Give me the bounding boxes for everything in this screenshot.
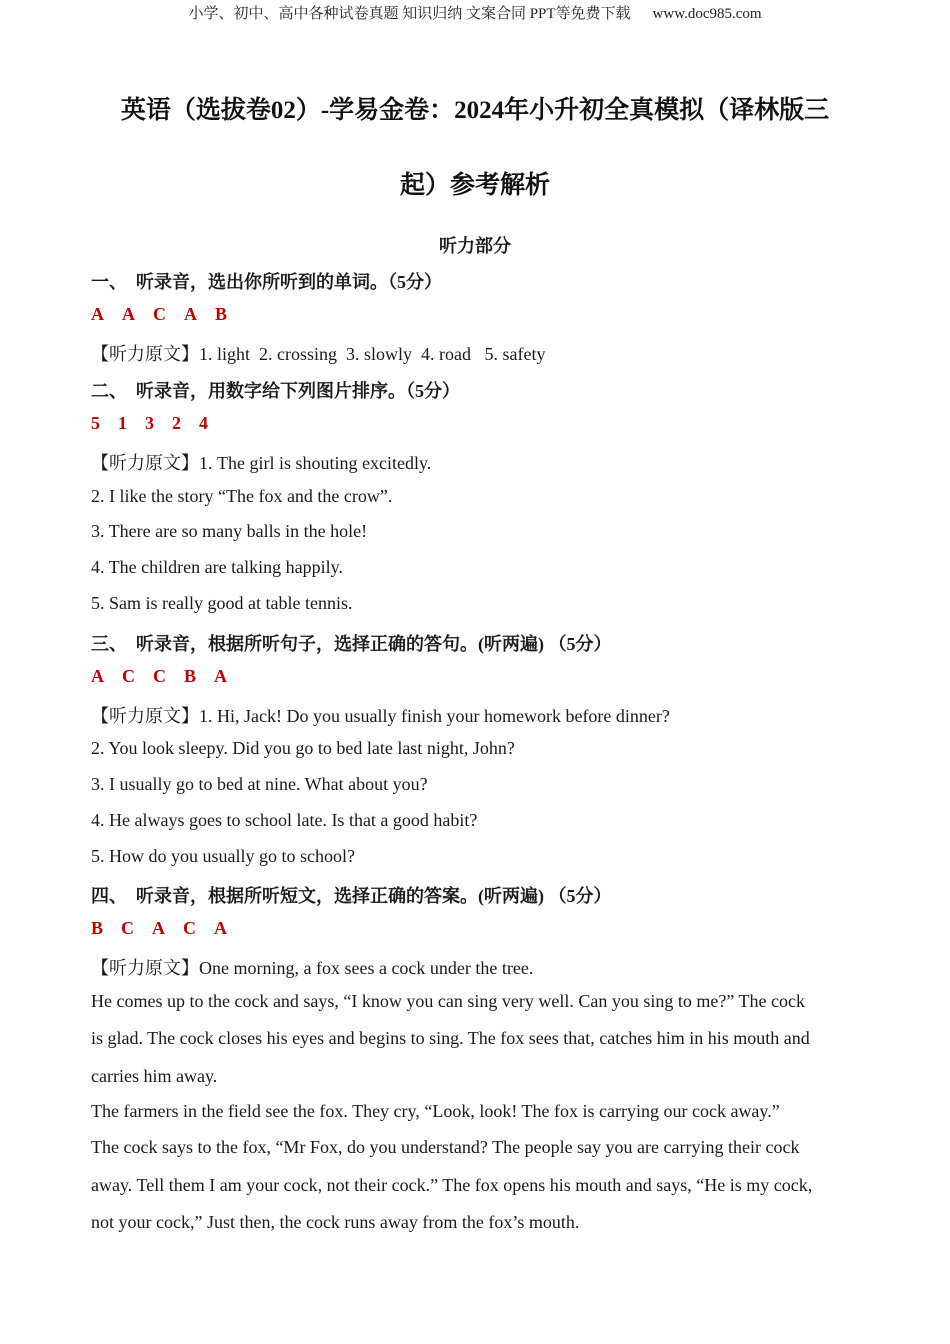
answer: A bbox=[91, 304, 104, 324]
script-text: 1. light 2. crossing 3. slowly 4. road 5. safety bbox=[199, 344, 546, 364]
q2-script-line: 4. The children are talking happily. bbox=[91, 557, 343, 577]
q4-heading: 四、 听录音，根据所听短文，选择正确的答案。(听两遍) （5分） bbox=[91, 886, 612, 906]
doc-title-line2: 起）参考解析 bbox=[399, 172, 550, 199]
q3-script-line bbox=[91, 702, 670, 728]
answer: A bbox=[214, 918, 228, 938]
answer: C bbox=[153, 666, 166, 686]
answer: 2 bbox=[172, 413, 181, 433]
page-header bbox=[0, 2, 950, 23]
header-text: 小学、初中、高中各种试卷真题 知识归纳 文案合同 PPT等免费下载 bbox=[188, 6, 631, 22]
header-site-link[interactable]: www.doc985.com bbox=[652, 6, 762, 22]
doc-title-line1: 英语（选拔卷02）-学易金卷：2024年小升初全真模拟（译林版三 bbox=[120, 97, 830, 124]
q4-script-line: He comes up to the cock and says, “I know you can sing very well. Can you sing to me?” The cock bbox=[91, 991, 805, 1011]
q4-script-line bbox=[91, 954, 533, 980]
answer: A bbox=[91, 666, 104, 686]
q4-script-line: carries him away. bbox=[91, 1066, 218, 1086]
q3-script-line: 4. He always goes to school late. Is that a good habit? bbox=[91, 810, 478, 830]
answer: C bbox=[122, 666, 135, 686]
script-text: 1. The girl is shouting excitedly. bbox=[199, 453, 432, 473]
q2-answers bbox=[91, 413, 226, 434]
script-label: 【听力原文】 bbox=[91, 453, 199, 473]
q1-heading: 一、 听录音，选出你所听到的单词。（5分） bbox=[91, 272, 442, 292]
answer: 1 bbox=[118, 413, 127, 433]
q2-script-line: 3. There are so many balls in the hole! bbox=[91, 521, 368, 541]
q2-script-line bbox=[91, 449, 431, 475]
q3-script-line: 2. You look sleepy. Did you go to bed late last night, John? bbox=[91, 738, 515, 758]
q4-script-line: The cock says to the fox, “Mr Fox, do you understand? The people say you are carrying their cock bbox=[91, 1137, 800, 1157]
q2-heading: 二、 听录音，用数字给下列图片排序。（5分） bbox=[91, 381, 460, 401]
q3-script-line: 5. How do you usually go to school? bbox=[91, 846, 355, 866]
answer: A bbox=[184, 304, 197, 324]
q2-script-line: 5. Sam is really good at table tennis. bbox=[91, 593, 353, 613]
q4-script-line: away. Tell them I am your cock, not their cock.” The fox opens his mouth and says, “He is my cock, bbox=[91, 1175, 813, 1195]
answer: B bbox=[91, 918, 104, 938]
answer: A bbox=[122, 304, 135, 324]
q1-script bbox=[91, 340, 545, 366]
answer: B bbox=[215, 304, 228, 324]
q4-answers bbox=[91, 918, 245, 939]
q2-script-line: 2. I like the story “The fox and the crow”. bbox=[91, 486, 393, 506]
script-label: 【听力原文】 bbox=[91, 344, 199, 364]
q4-script-line: not your cock,” Just then, the cock runs away from the fox’s mouth. bbox=[91, 1212, 580, 1232]
q1-answers bbox=[91, 304, 245, 325]
q3-answers bbox=[91, 666, 245, 687]
section-title: 听力部分 bbox=[439, 236, 511, 256]
q3-heading: 三、 听录音，根据所听句子，选择正确的答句。(听两遍) （5分） bbox=[91, 634, 612, 654]
answer: C bbox=[183, 918, 197, 938]
answer: 3 bbox=[145, 413, 154, 433]
q4-script-line: is glad. The cock closes his eyes and begins to sing. The fox sees that, catches him in his mouth and bbox=[91, 1028, 810, 1048]
answer: 4 bbox=[199, 413, 208, 433]
script-label: 【听力原文】 bbox=[91, 706, 199, 726]
answer: C bbox=[153, 304, 166, 324]
answer: 5 bbox=[91, 413, 100, 433]
script-label: 【听力原文】 bbox=[91, 958, 199, 978]
answer: A bbox=[152, 918, 166, 938]
answer: B bbox=[184, 666, 197, 686]
answer: C bbox=[121, 918, 135, 938]
answer: A bbox=[214, 666, 228, 686]
script-text: 1. Hi, Jack! Do you usually finish your homework before dinner? bbox=[199, 706, 670, 726]
q3-script-line: 3. I usually go to bed at nine. What about you? bbox=[91, 774, 428, 794]
q4-script-line: The farmers in the field see the fox. They cry, “Look, look! The fox is carrying our cock away.” bbox=[91, 1101, 780, 1121]
script-text: One morning, a fox sees a cock under the tree. bbox=[199, 958, 534, 978]
